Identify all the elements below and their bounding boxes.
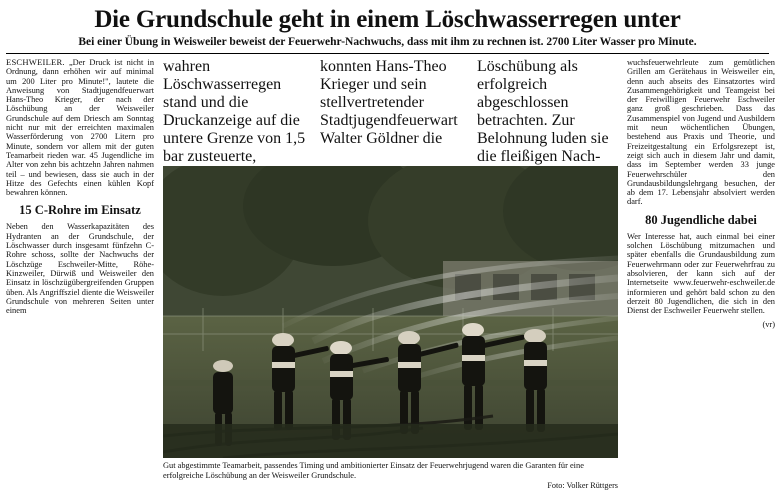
photo-credit: Foto: Volker Rüttgers xyxy=(547,481,618,491)
column-3-paragraph-1: konnten Hans-Theo Krieger und sein stellvertretender Stadtjugendfeuerwart Walter Göldner die xyxy=(320,58,458,147)
firefighting-drill-photo xyxy=(163,166,618,458)
page-title: Die Grundschule geht in einem Löschwasserregen unter xyxy=(94,6,681,33)
column-3 xyxy=(320,58,468,148)
photo-top-columns xyxy=(163,58,618,166)
column-2 xyxy=(163,58,311,166)
column-4-top xyxy=(477,58,617,166)
article-signature: (vr) xyxy=(762,320,775,330)
column-1-body xyxy=(6,58,154,197)
article-columns xyxy=(6,57,775,491)
header-divider xyxy=(6,53,769,54)
article-photo xyxy=(163,166,618,458)
column-5-subheading: 80 Jugendliche dabei xyxy=(645,212,757,227)
column-2-paragraph-1: wahren Löschwasserregen stand und die Druckanzeige auf die untere Grenze von 1,5 bar zusteuerte, xyxy=(163,58,306,165)
column-1-subheading: 15 C-Rohre im Einsatz xyxy=(19,203,141,218)
dateline: ESCHWEILER. xyxy=(6,57,65,67)
photo-block xyxy=(163,58,618,491)
column-5-paragraph-1: wuchsfeuerwehrleute zum gemütlichen Grillen am Gerätehaus in Weisweiler ein, denn auch abseits des Einsatzortes wird Zusammengehörigkeit und Teamgeist bei der Freiwilligen Feuerwehr Eschweiler ganz groß geschrieben. Dass das Zusammenspiel von Jugend und Ausbildern mit neun wöchentlichen Übungen, bestehend aus Praxis und Theorie, und Freizeitgestaltung ein Erfolgsrezept ist, zeigt sich auch in diesem Jahr und damit, dass im September werden 33 junge Feuerwehrschüler den Grundausbildungslehrgang besuchen, der ab dem 17. Lebensjahr absolviert werden darf. xyxy=(627,58,775,207)
photo-caption-text: Gut abgestimmte Teamarbeit, passendes Timing und ambitionierter Einsatz der Feuerwehrjugend waren die Garanten für eine erfolgreiche Löschübung an der Weisweiler Grundschule. xyxy=(163,461,584,480)
column-4-paragraph-1: Löschübung als erfolgreich abgeschlossen betrachten. Zur Belohnung luden sie die fleißigen Nach- xyxy=(477,58,609,165)
article-subhead: Bei einer Übung in Weisweiler beweist der Feuerwehr-Nachwuchs, dass mit ihm zu rechnen ist. 2700 Liter Wasser pro Minute. xyxy=(78,36,697,48)
photo-caption xyxy=(163,461,618,491)
column-1 xyxy=(6,58,154,320)
column-5-paragraph-2: Wer Interesse hat, auch einmal bei einer solchen Löschübung mitzumachen und später ebenfalls die Grundausbildung zum Feuerwehrmann oder zur Feuerwehrfrau zu absolvieren, der kann sich auf der Internetseite www.feuerwehr-eschweiler.de informieren und gehört bald schon zu den derzeit 80 Jugendlichen, die sich in den Dienst der Eschweiler Feuerwehr stellen. xyxy=(627,231,775,316)
column-1-paragraph-1: „Der Druck ist nicht in Ordnung, dann erhöhen wir auf minimal um 200 Liter pro Minute!", lautete die Anweisung von Stadtjugendfeuerwart Hans-Theo Krieger, der nach der Löschübung an der Weisweiler Grundschule auf dem Driesch am Sonntag nicht nur mit der erreichten maximalen Wasserförderung von 2700 Litern pro Minute, sondern vor allem mit der guten Teamarbeit rieden war. 45 Jugendliche im Alter von zehn bis achtzehn Jahren nahmen teil – und bewiesen, dass sie auch in der Hitze des Gefechts einen kühlen Kopf bewahren können. xyxy=(6,58,155,198)
column-5 xyxy=(627,58,775,329)
column-1-paragraph-2: Neben den Wasserkapazitäten des Hydranten an der Grundschule, der Löschwasser durch insgesamt fünfzehn C-Rohre schoss, sollte der Nachwuchs der Löschzüge Eschweiler-Mitte, Röhe-Kinzweiler, Dürwiß und Weisweiler den Einsatz in löschzügübergreifenden Gruppen üben. Als Angriffsziel diente die Weisweiler Grundschule von mehreren Seiten unter einem xyxy=(6,222,154,316)
